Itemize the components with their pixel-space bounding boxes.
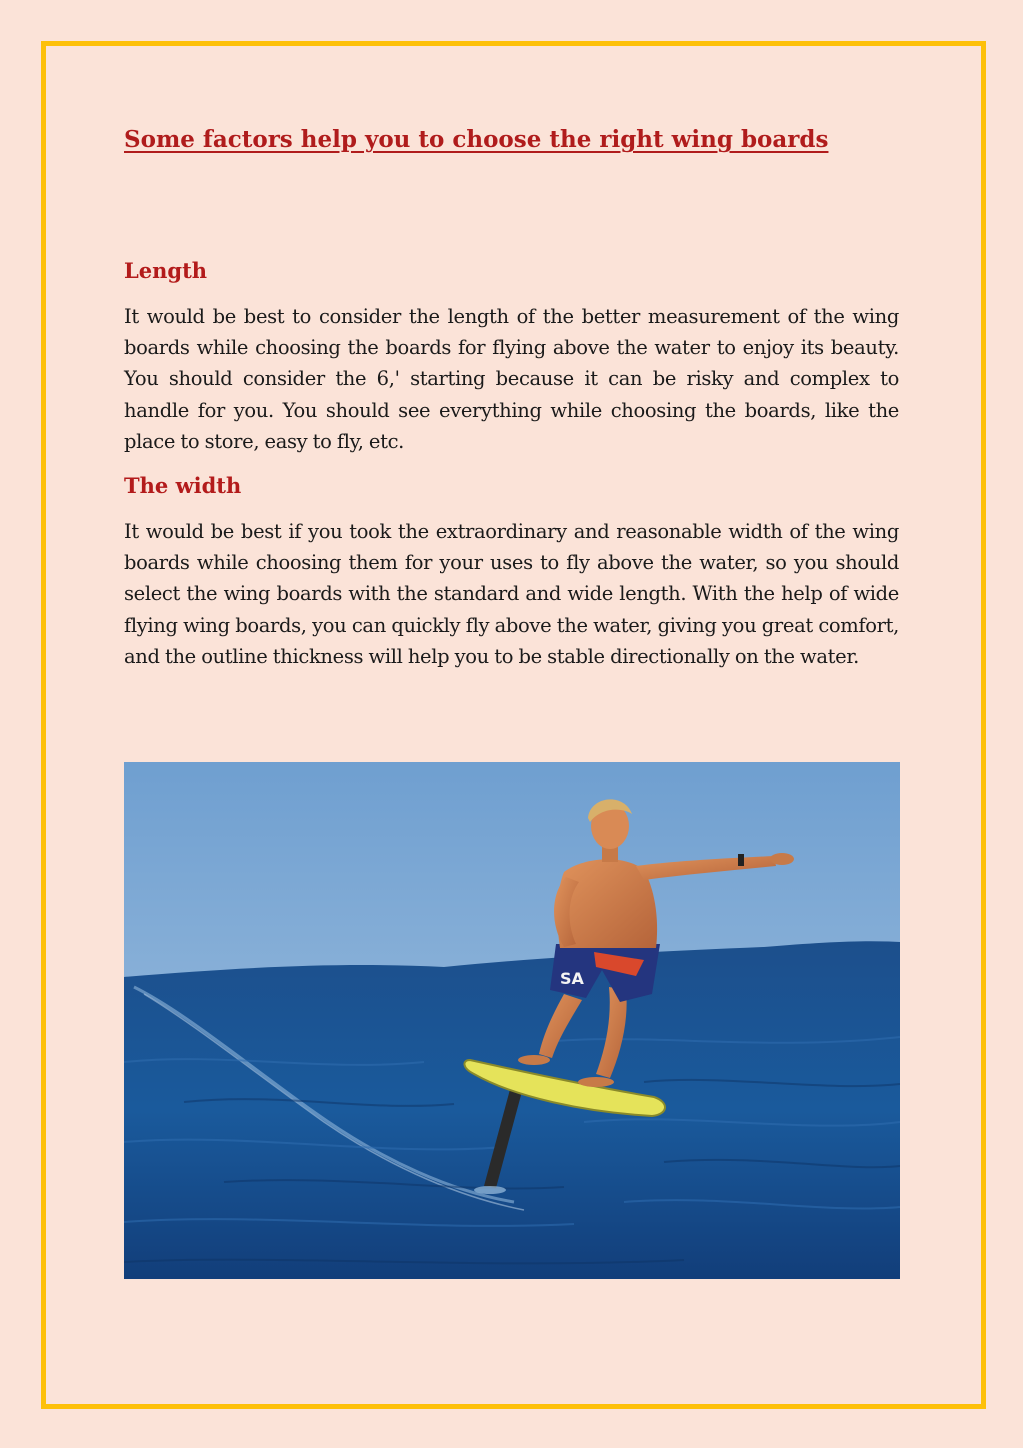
document-title: Some factors help you to choose the right wing boards <box>124 126 829 153</box>
section-heading-length: Length <box>124 258 208 283</box>
section-heading-width: The width <box>124 473 242 498</box>
section-body-width: It would be best if you took the extraordinary and reasonable width of the wing boards while choosing them for your uses to fly above the water, so you should select the wing boards with the standard and wide length. With the help of wide flying wing boards, you can quickly fly above the water, giving you great comfort, and the outline thickness will help you to be stable directionally on the water. <box>124 520 899 668</box>
hydrofoil-surfer-photo <box>124 762 900 1279</box>
document-content <box>124 122 899 668</box>
shorts-lettering: SA <box>560 969 584 988</box>
section-body-length: It would be best to consider the length of the better measurement of the wing boards while choosing the boards for flying above the water to enjoy its beauty. You should consider the 6,' starting because it can be risky and complex to handle for you. You should see everything while choosing the boards, like the place to store, easy to fly, etc. <box>124 305 899 453</box>
